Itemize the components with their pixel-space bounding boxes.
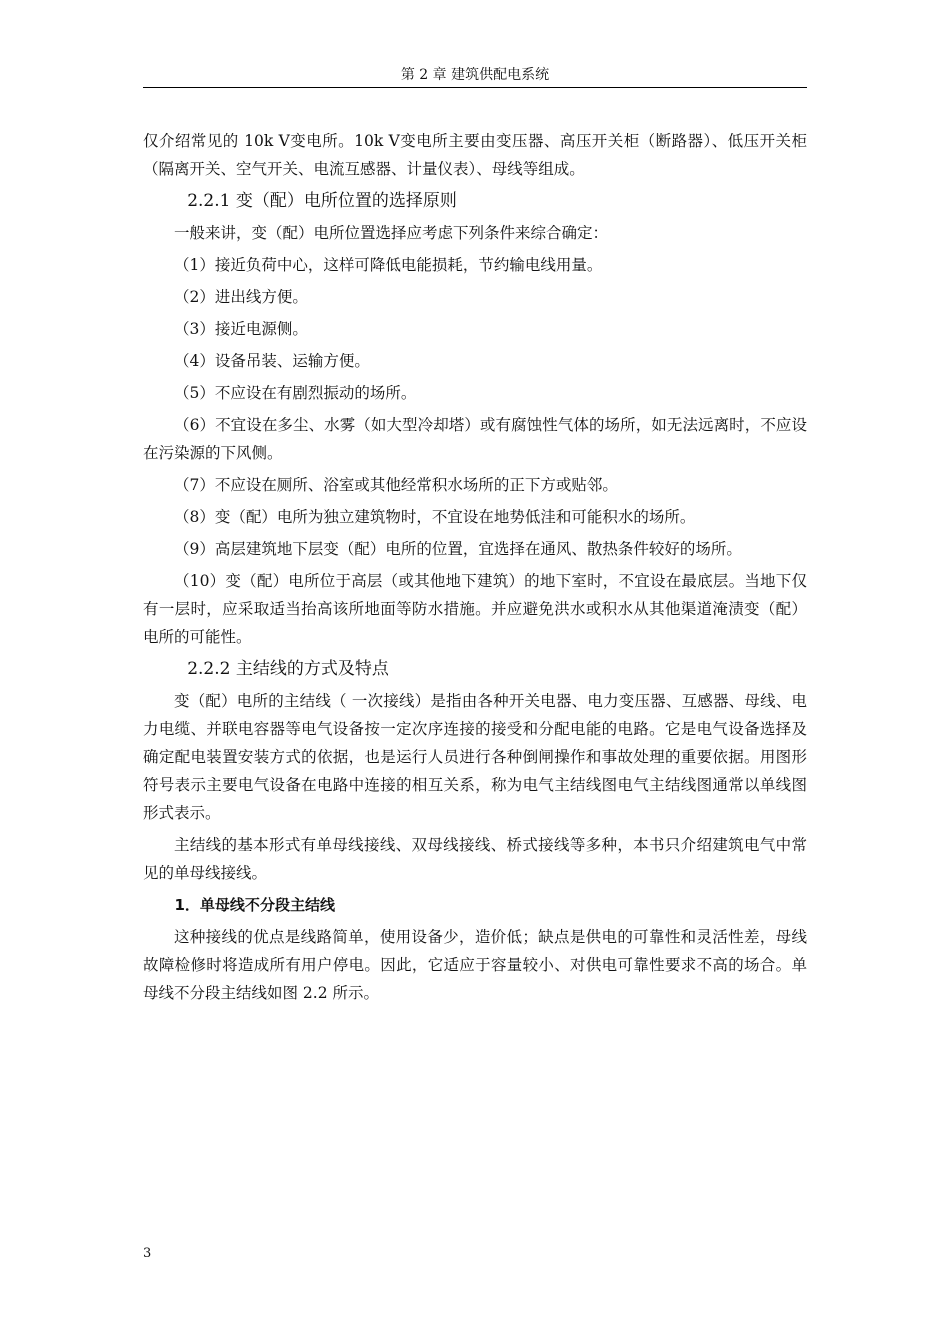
section-2-paragraph-1: 变（配）电所的主结线（ 一次接线）是指由各种开关电器、电力变压器、互感器、母线、电力电缆、并联电容器等电气设备按一定次序连接的接受和分配电能的电路。它是电气设备选择及确定配电装置安装方式的依据，也是运行人员进行各种倒闸操作和事故处理的重要依据。用图形符号表示主要电气设备在电路中连接的相互关系，称为电气主结线图电气主结线图通常以单线图形式表示。 — [143, 692, 807, 822]
criteria-item-2: （2）进出线方便。 — [174, 288, 308, 306]
criteria-item-6: （6）不宜设在多尘、水雾（如大型冷却塔）或有腐蚀性气体的场所，如无法远离时，不应设在污染源的下风侧。 — [143, 416, 807, 462]
section-1-lead: 一般来讲，变（配）电所位置选择应考虑下列条件来综合确定： — [174, 224, 609, 242]
intro-paragraph: 仅介绍常见的 10k Ⅴ变电所。10k Ⅴ变电所主要由变压器、高压开关柜（断路器）、低压开关柜（隔离开关、空气开关、电流互感器、计量仪表）、母线等组成。 — [143, 132, 807, 178]
section-2-paragraph-2: 主结线的基本形式有单母线接线、双母线接线、桥式接线等多种，本书只介绍建筑电气中常见的单母线接线。 — [143, 836, 807, 882]
criteria-item-4: （4）设备吊装、运输方便。 — [174, 352, 370, 370]
page-header: 第 2 章 建筑供配电系统 — [400, 67, 550, 83]
criteria-item-5: （5）不应设在有剧烈振动的场所。 — [174, 384, 417, 402]
criteria-item-7: （7）不应设在厕所、浴室或其他经常积水场所的正下方或贴邻。 — [174, 476, 618, 494]
section-2-paragraph-3: 这种接线的优点是线路简单，使用设备少，造价低；缺点是供电的可靠性和灵活性差，母线故障检修时将造成所有用户停电。因此，它适应于容量较小、对供电可靠性要求不高的场合。单母线不分段主结线如图 2.2 所示。 — [143, 928, 807, 1002]
section-heading-2-2-2: 2.2.2 主结线的方式及特点 — [187, 659, 389, 679]
criteria-item-10: （10）变（配）电所位于高层（或其他地下建筑）的地下室时，不宜设在最底层。当地下仅有一层时，应采取适当抬高该所地面等防水措施。并应避免洪水或积水从其他渠道淹渍变（配）电所的可能性。 — [143, 572, 807, 646]
criteria-item-8: （8）变（配）电所为独立建筑物时，不宜设在地势低洼和可能积水的场所。 — [174, 508, 696, 526]
document-body — [143, 127, 807, 1011]
criteria-item-3: （3）接近电源侧。 — [174, 320, 308, 338]
criteria-item-1: （1）接近负荷中心，这样可降低电能损耗，节约输电线用量。 — [174, 256, 603, 274]
criteria-item-9: （9）高层建筑地下层变（配）电所的位置，宜选择在通风、散热条件较好的场所。 — [174, 540, 742, 558]
page-number: 3 — [143, 1246, 152, 1261]
section-heading-2-2-1: 2.2.1 变（配）电所位置的选择原则 — [187, 191, 457, 211]
subheading-single-bus: 1．单母线不分段主结线 — [174, 896, 335, 914]
header-divider — [143, 87, 807, 88]
